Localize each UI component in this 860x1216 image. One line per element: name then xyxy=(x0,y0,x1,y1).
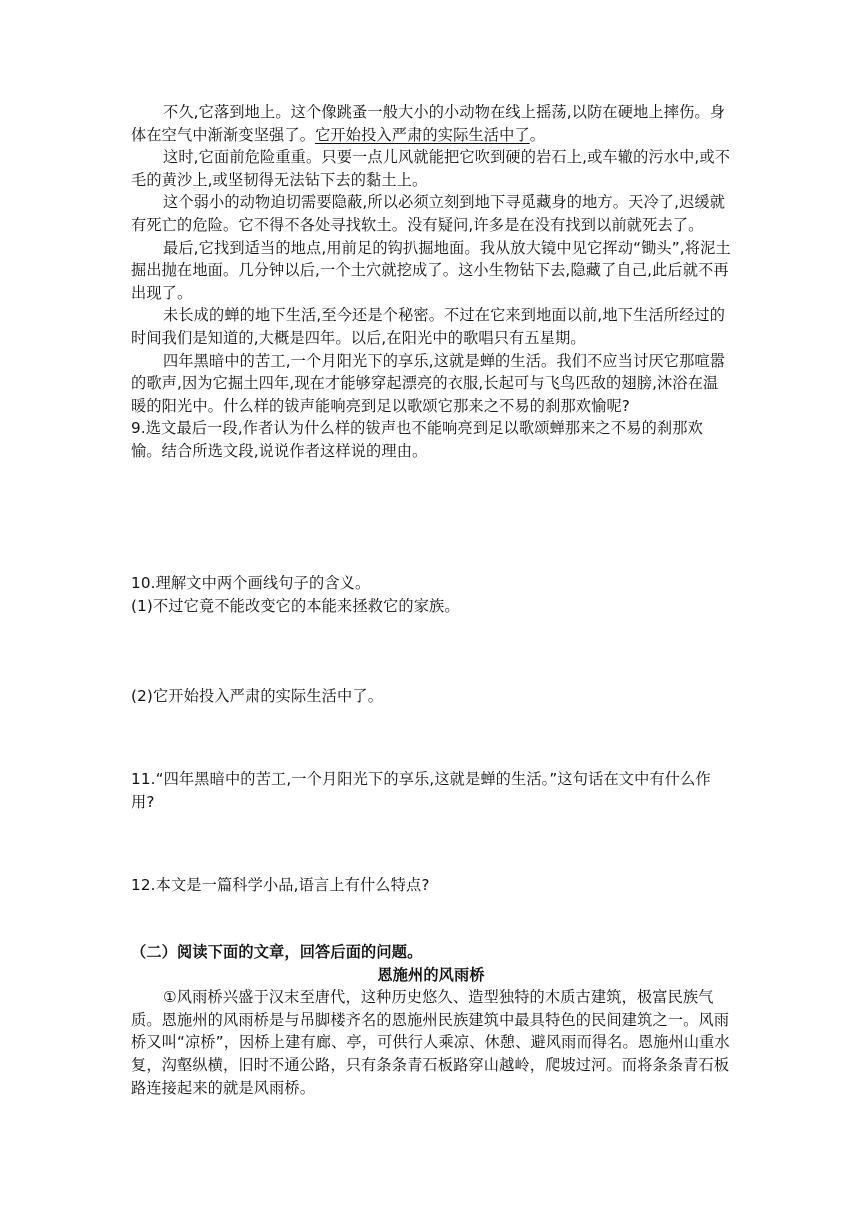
paragraph-6: 四年黑暗中的苦工,一个月阳光下的享乐,这就是蝉的生活。我们不应当讨厌它那喧嚣的歌声,因为它掘土四年,现在才能够穿起漂亮的衣服,长起可与飞鸟匹敌的翅膀,沐浴在温暖的阳光中。什么样的钹声能响亮到足以歌颂它那来之不易的刹那欢愉呢? xyxy=(131,351,726,415)
question-9: 9.选文最后一段,作者认为什么样的钹声也不能响亮到足以歌颂蝉那来之不易的刹那欢愉。结合所选文段,说说作者这样说的理由。 xyxy=(131,419,703,460)
article-title: 恩施州的风雨桥 xyxy=(377,965,485,984)
section-2-heading: （二）阅读下面的文章，回答后面的问题。 xyxy=(131,943,423,961)
question-10 xyxy=(131,572,731,617)
paragraph-5: 未长成的蝉的地下生活,至今还是个秘密。不过在它来到地面以前,地下生活所经过的时间我们是知道的,大概是四年。以后,在阳光中的歌唱只有五星期。 xyxy=(131,306,726,347)
underlined-sentence: 它开始投入严肃的实际生活中了 xyxy=(315,125,530,144)
paragraph-2: 这时,它面前危险重重。只要一点儿风就能把它吹到硬的岩石上,或车辙的污水中,或不毛的黄沙上,或坚韧得无法钻下去的黏土上。 xyxy=(131,148,731,189)
paragraph-1-text: 不久,它落到地上。这个像跳蚤一般大小的小动物在线上摇荡,以防在硬地上摔伤。身体在空气中渐渐变坚强了。 xyxy=(131,103,726,144)
question-10-item-2-block xyxy=(131,685,731,708)
question-11-block xyxy=(131,768,731,813)
question-12: 12.本文是一篇科学小品,语言上有什么特点? xyxy=(131,876,430,894)
paragraph-4: 最后,它找到适当的地点,用前足的钩扒掘地面。我从放大镜中见它挥动“锄头”,将泥土掘出抛在地面。几分钟以后,一个土穴就挖成了。这小生物钻下去,隐藏了自己,此后就不再出现了。 xyxy=(131,238,731,302)
question-11: 11.“四年黑暗中的苦工,一个月阳光下的享乐,这就是蝉的生活。”这句话在文中有什么作用? xyxy=(131,770,711,811)
section-2-paragraph-1: ①风雨桥兴盛于汉末至唐代，这种历史悠久、造型独特的木质古建筑，极富民族气质。恩施州的风雨桥是与吊脚楼齐名的恩施州民族建筑中最具特色的民间建筑之一。风雨桥又叫“凉桥”，因桥上建有廊、亭，可供行人乘凉、休憩、避风雨而得名。恩施州山重水复，沟壑纵横，旧时不通公路，只有条条青石板路穿山越岭，爬坡过河。而将条条青石板路连接起来的就是风雨桥。 xyxy=(131,988,730,1097)
question-10-prompt: 10.理解文中两个画线句子的含义。 xyxy=(131,574,371,592)
paragraph-1 xyxy=(131,101,731,146)
paragraph-3: 这个弱小的动物迫切需要隐蔽,所以必须立刻到地下寻觅藏身的地方。天冷了,迟缓就有死亡的危险。它不得不各处寻找软土。没有疑问,许多是在没有找到以前就死去了。 xyxy=(131,193,726,234)
paragraph-1-end: 。 xyxy=(529,125,546,144)
passage-cicada xyxy=(131,101,731,463)
question-10-item-2: (2)它开始投入严肃的实际生活中了。 xyxy=(131,687,384,705)
section-2 xyxy=(131,941,731,1099)
question-10-item-1: (1)不过它竟不能改变它的本能来拯救它的家族。 xyxy=(131,596,460,615)
question-12-block xyxy=(131,874,731,897)
